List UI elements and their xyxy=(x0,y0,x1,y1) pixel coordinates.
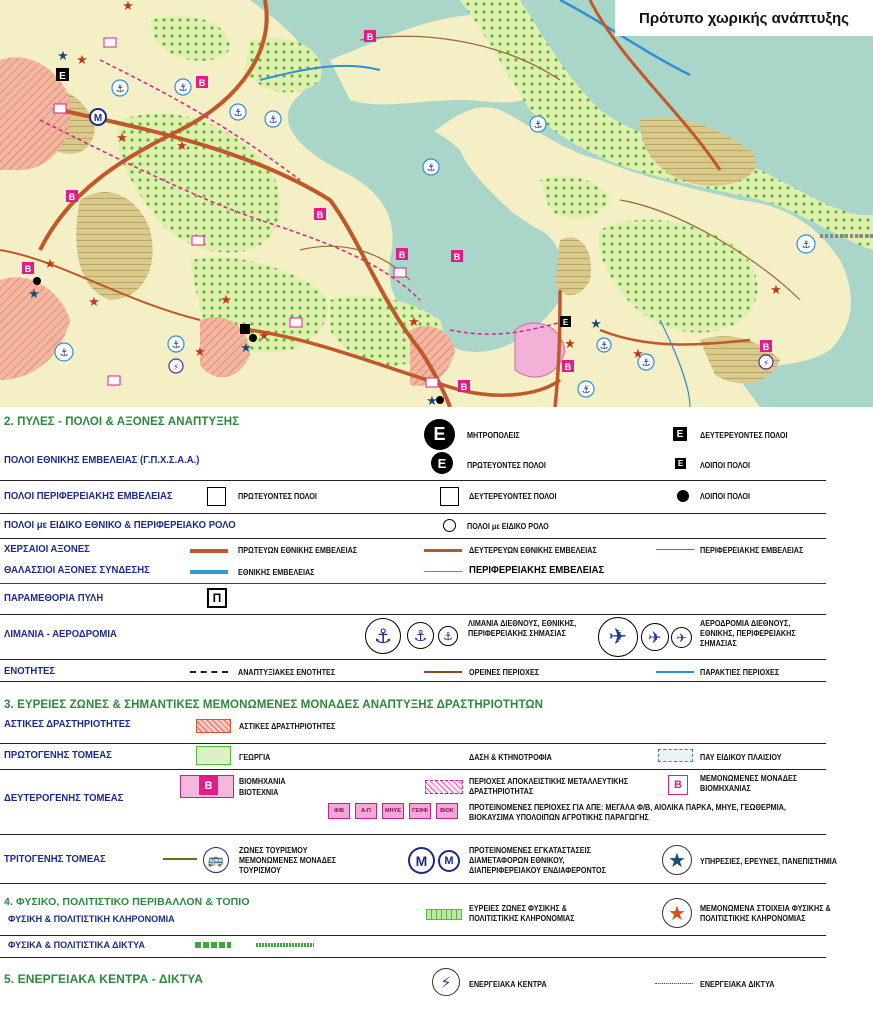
special-role-label: ΠΟΛΟΙ με ΕΙΔΙΚΟ ΕΘΝΙΚΟ & ΠΕΡΙΦΕΡΕΙΑΚΟ ΡΟΛΟ xyxy=(4,520,236,531)
res-tag-bio: ΒΙΟΚ xyxy=(436,803,458,819)
metropolis-symbol: Ε xyxy=(424,419,455,450)
svg-text:★: ★ xyxy=(176,139,188,154)
svg-text:★: ★ xyxy=(122,0,134,14)
map-pole-label-1: Ε xyxy=(59,71,66,82)
divider xyxy=(0,935,826,936)
energy-networks-label: ΕΝΕΡΓΕΙΑΚΑ ΔΙΚΤΥΑ xyxy=(700,979,775,989)
divider xyxy=(0,583,826,584)
energy-network-symbol xyxy=(655,983,693,984)
map-b-2: B xyxy=(198,78,206,88)
forest-label: ΔΑΣΗ & ΚΤΗΝΟΤΡΟΦΙΑ xyxy=(469,752,552,762)
networks-cat-label: ΦΥΣΙΚΑ & ΠΟΛΙΤΙΣΤΙΚΑ ΔΙΚΤΥΑ xyxy=(8,940,145,951)
reg-other-label: ΛΟΙΠΟΙ ΠΟΛΟΙ xyxy=(700,491,751,501)
sea-national-symbol xyxy=(190,570,228,574)
map-m-label: M xyxy=(93,113,103,124)
section-5-heading: 5. ΕΝΕΡΓΕΙΑΚΑ ΚΕΝΤΡΑ - ΔΙΚΤΥΑ xyxy=(4,972,204,986)
port-intl-icon: ⚓ xyxy=(365,618,401,654)
divider xyxy=(0,834,826,835)
regional-poles-label: ΠΟΛΟΙ ΠΕΡΙΦΕΡΕΙΑΚΗΣ ΕΜΒΕΛΕΙΑΣ xyxy=(4,491,173,502)
svg-text:⚓: ⚓ xyxy=(268,115,278,126)
svg-text:★: ★ xyxy=(57,49,69,64)
land-secondary-symbol xyxy=(424,549,462,552)
reg-primary-symbol xyxy=(207,487,226,506)
units-label: ΕΝΟΤΗΤΕΣ xyxy=(4,666,56,677)
reg-secondary-label: ΔΕΥΤΕΡΕΥΟΝΤΕΣ ΠΟΛΟΙ xyxy=(469,491,557,501)
divider xyxy=(0,957,826,958)
tourism-icon: 🚌 xyxy=(203,847,229,873)
map-title: Πρότυπο χωρικής ανάπτυξης xyxy=(615,0,873,36)
svg-text:★: ★ xyxy=(408,315,420,330)
divider xyxy=(0,769,826,770)
divider xyxy=(0,513,826,514)
map-b-10: B xyxy=(460,382,468,392)
divider xyxy=(0,743,826,744)
map-b-6: B xyxy=(564,362,572,372)
services-icon: ★ xyxy=(662,845,692,875)
sea-axes-label: ΘΑΛΑΣΣΙΟΙ ΑΞΟΝΕΣ ΣΥΝΔΕΣΗΣ xyxy=(4,565,150,576)
sea-regional-symbol xyxy=(424,571,462,572)
other-poles-symbol: Ε xyxy=(675,458,686,469)
section-3-heading: 3. ΕΥΡΕΙΕΣ ΖΩΝΕΣ & ΣΗΜΑΝΤΙΚΕΣ ΜΕΜΟΝΩΜΕΝΕΣ ΜΟΝΑΔΕΣ ΑΝΑΠΤΥΞΗΣ ΔΡΑΣΤΗΡΙΟΤΗΤΩΝ xyxy=(4,699,544,711)
map-b-7: B xyxy=(762,342,770,352)
mining-label: ΠΕΡΙΟΧΕΣ ΑΠΟΚΛΕΙΣΤΙΚΗΣ ΜΕΤΑΛΛΕΥΤΙΚΗΣ ΔΡΑΣΤΗΡΙΟΤΗΤΑΣ xyxy=(469,776,629,796)
svg-text:⚓: ⚓ xyxy=(178,83,188,94)
svg-text:⚓: ⚓ xyxy=(801,240,811,251)
svg-text:⚓: ⚓ xyxy=(599,341,609,352)
svg-text:★: ★ xyxy=(426,394,438,407)
reg-other-symbol xyxy=(677,490,689,502)
map-b-1: B xyxy=(366,32,374,42)
divider xyxy=(0,883,826,884)
secondary-poles-symbol: Ε xyxy=(673,427,687,441)
port-regional-icon: ⚓ xyxy=(438,626,458,646)
reg-secondary-symbol xyxy=(440,487,459,506)
res-tag-hydro: ΜΗΥΕ xyxy=(382,803,404,819)
map-pole-label-2: Ε xyxy=(562,318,569,327)
map-b-9: B xyxy=(24,264,32,274)
land-primary-label: ΠΡΩΤΕΥΩΝ ΕΘΝΙΚΗΣ ΕΜΒΕΛΕΙΑΣ xyxy=(238,545,358,555)
mining-symbol xyxy=(425,780,463,794)
mountain-areas-label: ΟΡΕΙΝΕΣ ΠΕΡΙΟΧΕΣ xyxy=(469,667,540,677)
svg-text:⚡: ⚡ xyxy=(762,359,770,369)
sea-national-label: ΕΘΝΙΚΗΣ ΕΜΒΕΛΕΙΑΣ xyxy=(238,567,315,577)
metropolises-label: ΜΗΤΡΟΠΟΛΕΙΣ xyxy=(467,430,520,440)
energy-center-icon: ⚡ xyxy=(432,968,460,996)
svg-text:⚓: ⚓ xyxy=(59,348,69,359)
heritage-cat-label: ΦΥΣΙΚΗ & ΠΟΛΙΤΙΣΤΙΚΗ ΚΛΗΡΟΝΟΜΙΑ xyxy=(8,914,175,925)
industry-zone-b: B xyxy=(199,776,218,795)
airport-regional-icon: ✈ xyxy=(671,627,692,648)
coastal-areas-label: ΠΑΡΑΚΤΙΕΣ ΠΕΡΙΟΧΕΣ xyxy=(700,667,780,677)
res-label: ΠΡΟΤΕΙΝΟΜΕΝΕΣ ΠΕΡΙΟΧΕΣ ΓΙΑ ΑΠΕ: ΜΕΓΑΛΑ Φ/Β, ΑΙΟΛΙΚΑ ΠΑΡΚΑ, ΜΗΥΕ, ΓΕΩΘΕΡΜΙΑ, ΒΙΟΚΑΥΣΙΜΑ ΥΠΟΛΟΙΠΩΝ ΑΓΡΟΤΙΚΗΣ ΠΑΡΑΓΩΓΗΣ xyxy=(469,802,786,822)
agriculture-label: ΓΕΩΡΓΙΑ xyxy=(239,752,271,762)
special-role-symbol xyxy=(443,519,456,532)
svg-text:★: ★ xyxy=(88,295,100,310)
special-frame-symbol xyxy=(658,749,693,762)
land-regional-symbol xyxy=(656,549,694,550)
secondary-poles-label: ΔΕΥΤΕΡΕΥΟΝΤΕΣ ΠΟΛΟΙ xyxy=(700,430,788,440)
res-tag-geo: ΓΕΘΦ xyxy=(409,803,431,819)
svg-text:⚡: ⚡ xyxy=(172,363,180,373)
services-label: ΥΠΗΡΕΣΙΕΣ, ΕΡΕΥΝΕΣ, ΠΑΝΕΠΙΣΤΗΜΙΑ xyxy=(700,856,837,866)
svg-text:⚓: ⚓ xyxy=(115,84,125,95)
svg-text:★: ★ xyxy=(76,53,88,68)
crafts-label: ΒΙΟΤΕΧΝΙΑ xyxy=(239,787,279,797)
land-primary-symbol xyxy=(190,549,228,553)
isolated-industry-symbol: B xyxy=(668,775,688,795)
svg-text:★: ★ xyxy=(116,131,128,146)
special-role-item-label: ΠΟΛΟΙ με ΕΙΔΙΚΟ ΡΟΛΟ xyxy=(467,521,549,531)
svg-text:⚓: ⚓ xyxy=(233,108,243,119)
divider xyxy=(0,659,826,660)
primary-poles-symbol: Ε xyxy=(431,452,453,474)
airport-national-icon: ✈ xyxy=(641,623,669,651)
svg-text:⚓: ⚓ xyxy=(581,385,591,396)
map-view[interactable] xyxy=(0,0,873,407)
svg-text:★: ★ xyxy=(240,341,252,356)
section-4-heading: 4. ΦΥΣΙΚΟ, ΠΟΛΙΤΙΣΤΙΚΟ ΠΕΡΙΒΑΛΛΟΝ & ΤΟΠΙΟ xyxy=(4,896,250,908)
svg-text:★: ★ xyxy=(220,293,232,308)
svg-text:★: ★ xyxy=(28,287,40,302)
agriculture-symbol xyxy=(196,746,231,765)
svg-text:★: ★ xyxy=(44,257,56,272)
res-tag-wind: Α-Π xyxy=(355,803,377,819)
border-gate-label: ΠΑΡΑΜΕΘΟΡΙΑ ΠΥΛΗ xyxy=(4,593,104,604)
special-frame-label: ΠΑΥ ΕΙΔΙΚΟΥ ΠΛΑΙΣΙΟΥ xyxy=(700,752,782,762)
isolated-heritage-icon: ★ xyxy=(662,898,692,928)
national-poles-label: ΠΟΛΟΙ ΕΘΝΙΚΗΣ ΕΜΒΕΛΕΙΑΣ (Γ.Π.Χ.Σ.Α.Α.) xyxy=(4,455,200,466)
urban-cat-label: ΑΣΤΙΚΕΣ ΔΡΑΣΤΗΡΙΟΤΗΤΕΣ xyxy=(4,719,131,730)
primary-poles-label: ΠΡΩΤΕΥΟΝΤΕΣ ΠΟΛΟΙ xyxy=(467,460,546,470)
section-2-heading: 2. ΠΥΛΕΣ - ΠΟΛΟΙ & ΑΞΟΝΕΣ ΑΝΑΠΤΥΞΗΣ xyxy=(4,416,240,428)
secondary-cat-label: ΔΕΥΤΕΡΟΓΕΝΗΣ ΤΟΜΕΑΣ xyxy=(4,793,124,804)
divider xyxy=(0,614,826,615)
network-symbol-1 xyxy=(195,942,231,948)
coastal-areas-symbol xyxy=(656,671,694,673)
m-icon-large: M xyxy=(408,847,435,874)
isolated-industry-label: ΜΕΜΟΝΩΜΕΝΕΣ ΜΟΝΑΔΕΣ ΒΙΟΜΗΧΑΝΙΑΣ xyxy=(700,773,798,793)
reg-primary-label: ΠΡΩΤΕΥΟΝΤΕΣ ΠΟΛΟΙ xyxy=(238,491,317,501)
map-legend xyxy=(0,407,873,1024)
map-b-5: B xyxy=(398,250,406,260)
land-secondary-label: ΔΕΥΤΕΡΕΥΩΝ ΕΘΝΙΚΗΣ ΕΜΒΕΛΕΙΑΣ xyxy=(469,545,597,555)
svg-text:⚓: ⚓ xyxy=(641,358,651,369)
industry-label: ΒΙΟΜΗΧΑΝΙΑ xyxy=(239,776,286,786)
energy-centers-label: ΕΝΕΡΓΕΙΑΚΑ ΚΕΝΤΡΑ xyxy=(469,979,547,989)
urban-symbol xyxy=(196,719,231,733)
border-gate-symbol: Π xyxy=(207,588,227,608)
svg-text:★: ★ xyxy=(632,347,644,362)
airport-intl-icon: ✈ xyxy=(598,617,638,657)
map-b-8: B xyxy=(68,192,76,202)
svg-text:⚓: ⚓ xyxy=(171,340,181,351)
wide-zones-symbol xyxy=(426,909,462,920)
sea-regional-label: ΠΕΡΙΦΕΡΕΙΑΚΗΣ ΕΜΒΕΛΕΙΑΣ xyxy=(469,564,605,576)
land-regional-label: ΠΕΡΙΦΕΡΕΙΑΚΗΣ ΕΜΒΕΛΕΙΑΣ xyxy=(700,545,804,555)
map-b-4: B xyxy=(453,252,461,262)
network-symbol-2 xyxy=(256,943,314,947)
ports-airports-label: ΛΙΜΑΝΙΑ - ΑΕΡΟΔΡΟΜΙΑ xyxy=(4,629,117,640)
airports-item-label: ΑΕΡΟΔΡΟΜΙΑ ΔΙΕΘΝΟΥΣ, ΕΘΝΙΚΗΣ, ΠΕΡΙΦΕΡΕΙΑΚΗΣ ΣΗΜΑΣΙΑΣ xyxy=(700,618,796,648)
tourism-label: ΖΩΝΕΣ ΤΟΥΡΙΣΜΟΥ ΜΕΜΟΝΩΜΕΝΕΣ ΜΟΝΑΔΕΣ ΤΟΥΡΙΣΜΟΥ xyxy=(239,845,337,875)
svg-text:★: ★ xyxy=(194,345,206,360)
svg-text:★: ★ xyxy=(590,317,602,332)
dev-units-symbol xyxy=(190,671,228,673)
isolated-heritage-label: ΜΕΜΟΝΩΜΕΝΑ ΣΤΟΙΧΕΙΑ ΦΥΣΙΚΗΣ & ΠΟΛΙΤΙΣΤΙΚΗΣ ΚΛΗΡΟΝΟΜΙΑΣ xyxy=(700,903,831,923)
tertiary-cat-label: ΤΡΙΤΟΓΕΝΗΣ ΤΟΜΕΑΣ xyxy=(4,854,106,865)
svg-text:★: ★ xyxy=(770,283,782,298)
dev-units-label: ΑΝΑΠΤΥΞΙΑΚΕΣ ΕΝΟΤΗΤΕΣ xyxy=(238,667,336,677)
svg-text:★: ★ xyxy=(564,337,576,352)
urban-item-label: ΑΣΤΙΚΕΣ ΔΡΑΣΤΗΡΙΟΤΗΤΕΣ xyxy=(239,721,336,731)
land-axes-label: ΧΕΡΣΑΙΟΙ ΑΞΟΝΕΣ xyxy=(4,544,90,555)
ports-item-label: ΛΙΜΑΝΙΑ ΔΙΕΘΝΟΥΣ, ΕΘΝΙΚΗΣ, ΠΕΡΙΦΕΡΕΙΑΚΗΣ ΣΗΜΑΣΙΑΣ xyxy=(468,618,577,638)
map-b-3: B xyxy=(316,210,324,220)
tourism-zone-line xyxy=(163,858,197,860)
m-icon-small: M xyxy=(438,850,460,872)
wide-zones-label: ΕΥΡΕΙΕΣ ΖΩΝΕΣ ΦΥΣΙΚΗΣ & ΠΟΛΙΤΙΣΤΙΚΗΣ ΚΛΗΡΟΝΟΜΙΑΣ xyxy=(469,903,575,923)
port-national-icon: ⚓ xyxy=(407,622,434,649)
divider xyxy=(0,538,826,539)
svg-text:★: ★ xyxy=(258,329,270,344)
svg-text:⚓: ⚓ xyxy=(426,163,436,174)
svg-text:⚓: ⚓ xyxy=(533,120,543,131)
res-tag-pv: Φ/Β xyxy=(328,803,350,819)
primary-cat-label: ΠΡΩΤΟΓΕΝΗΣ ΤΟΜΕΑΣ xyxy=(4,750,112,761)
other-poles-label: ΛΟΙΠΟΙ ΠΟΛΟΙ xyxy=(700,460,751,470)
divider xyxy=(0,480,826,481)
map-canvas xyxy=(0,0,873,407)
mountain-areas-symbol xyxy=(424,671,462,673)
divider xyxy=(0,681,826,682)
facilities-label: ΠΡΟΤΕΙΝΟΜΕΝΕΣ ΕΓΚΑΤΑΣΤΑΣΕΙΣ ΔΙΑΜΕΤΑΦΟΡΩΝ ΕΘΝΙΚΟΥ, ΔΙΑΠΕΡΙΦΕΡΕΙΑΚΟΥ ΕΝΔΙΑΦΕΡΟΝΤΟΣ xyxy=(469,845,606,875)
